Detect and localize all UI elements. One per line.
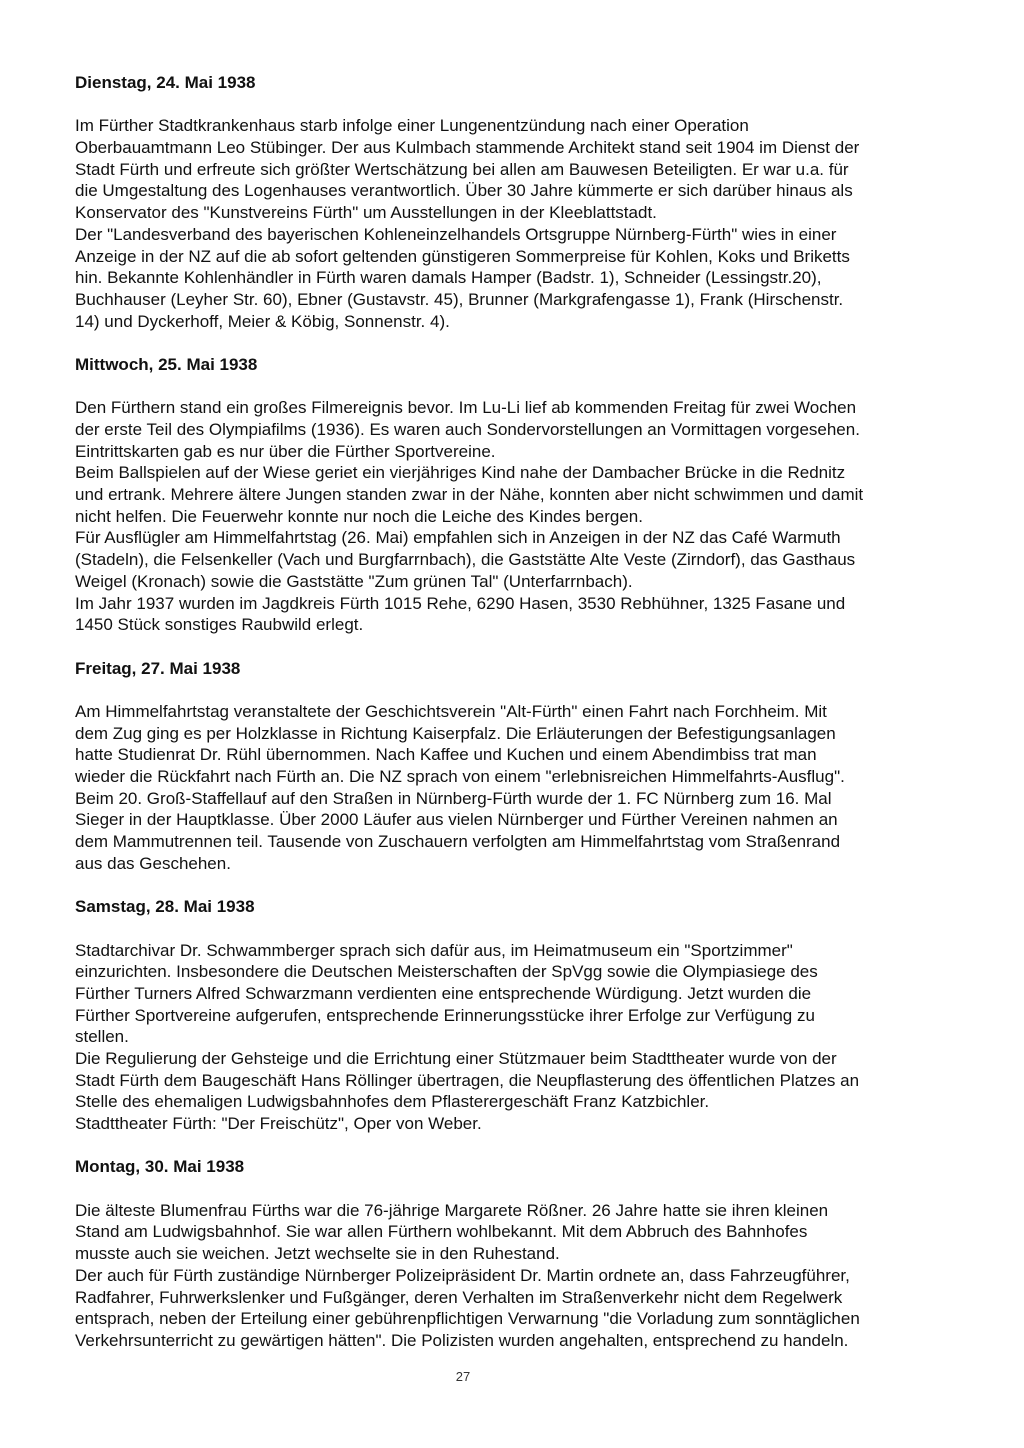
body-text-line: 14) und Dyckerhoff, Meier & Köbig, Sonnenstr. 4). [75, 311, 450, 331]
body-text-line: Anzeige in der NZ auf die ab sofort geltenden günstigeren Sommerpreise für Kohlen, Koks und Briketts [75, 246, 850, 266]
diary-entry [75, 1156, 975, 1351]
body-text-line: Stadtarchivar Dr. Schwammberger sprach sich dafür aus, im Heimatmuseum ein "Sportzimmer" [75, 940, 793, 960]
body-text-line: hatte Studienrat Dr. Rühl übernommen. Nach Kaffee und Kuchen und einem Abendimbiss trat man [75, 745, 817, 765]
body-text-line: Die älteste Blumenfrau Fürths war die 76-jährige Margarete Rößner. 26 Jahre hatte sie ihren kleinen [75, 1200, 829, 1220]
diary-entry [75, 354, 975, 636]
body-text-line: Beim 20. Groß-Staffellauf auf den Straßen in Nürnberg-Fürth wurde der 1. FC Nürnberg zum 16. Mal [75, 788, 832, 808]
body-text-line: die Umgestaltung des Logenhauses verantwortlich. Über 30 Jahre kümmerte er sich darüber hinaus als [75, 181, 853, 201]
body-text-line: und ertrank. Mehrere ältere Jungen standen zwar in der Nähe, konnten aber nicht schwimmen und damit [75, 485, 864, 505]
body-text-line: Am Himmelfahrtstag veranstaltete der Geschichtsverein "Alt-Fürth" einen Fahrt nach Forchheim. Mit [75, 701, 827, 721]
body-text-line: entsprach, neben der Erteilung einer gebührenpflichtigen Verwarnung "die Vorladung zum sonntäglichen [75, 1309, 860, 1329]
body-text-line: stellen. [75, 1027, 129, 1047]
body-text-line: einzurichten. Insbesondere die Deutschen Meisterschaften der SpVgg sowie die Olympiasiege des [75, 962, 818, 982]
body-text-line: (Stadeln), die Felsenkeller (Vach und Burgfarrnbach), die Gaststätte Alte Veste (Zirndorf), das Gasthaus [75, 550, 856, 570]
body-text-line: Den Fürthern stand ein großes Filmereignis bevor. Im Lu-Li lief ab kommenden Freitag für zwei Wochen [75, 398, 857, 418]
body-text-line: Eintrittskarten gab es nur über die Fürther Sportvereine. [75, 441, 496, 461]
body-text-line: dem Zug ging es per Holzklasse in Richtung Kaiserpfalz. Die Erläuterungen der Befestigungsanlagen [75, 723, 836, 743]
body-text-line: Im Fürther Stadtkrankenhaus starb infolge einer Lungenentzündung nach einer Operation [75, 116, 749, 136]
body-text-line: Buchhauser (Leyher Str. 60), Ebner (Gustavstr. 45), Brunner (Markgrafengasse 1), Frank (Hirschenstr. [75, 289, 844, 309]
body-text-line: Stadttheater Fürth: "Der Freischütz", Oper von Weber. [75, 1114, 482, 1133]
body-text-line: dem Mammutrennen teil. Tausende von Zuschauern verfolgten am Himmelfahrtstag vom Straßenrand [75, 832, 841, 852]
entry-date-heading: Mittwoch, 25. Mai 1938 [75, 354, 258, 374]
body-text-line: Stadt Fürth dem Baugeschäft Hans Röllinger übertragen, die Neupflasterung des öffentlichen Platzes an [75, 1070, 860, 1090]
diary-entry [75, 658, 975, 875]
body-text-line: Verkehrsunterricht zu gewärtigen hätten". Die Polizisten wurden angehalten, entsprechend zu handeln. [75, 1330, 849, 1350]
body-text-line: Für Ausflügler am Himmelfahrtstag (26. Mai) empfahlen sich in Anzeigen in der NZ das Café Warmuth [75, 528, 841, 548]
body-text-line: Die Regulierung der Gehsteige und die Errichtung einer Stützmauer beim Stadttheater wurde von der [75, 1048, 837, 1068]
entry-date-heading: Freitag, 27. Mai 1938 [75, 658, 241, 678]
body-text-line: nicht helfen. Die Feuerwehr konnte nur noch die Leiche des Kindes bergen. [75, 506, 643, 526]
body-text-line: der erste Teil des Olympiafilms (1936). Es waren auch Sondervorstellungen an Vormittagen vorgesehen. [75, 420, 860, 439]
body-text-line: musste auch sie weichen. Jetzt wechselte sie in den Ruhestand. [75, 1244, 560, 1264]
body-text-line: 1450 Stück sonstiges Raubwild erlegt. [75, 615, 364, 635]
body-text-line: Fürther Turners Alfred Schwarzmann verdienten eine entsprechende Würdigung. Jetzt wurden die [75, 983, 812, 1003]
body-text-line: Konservator des "Kunstvereins Fürth" um Ausstellungen in der Kleeblattstadt. [75, 203, 657, 223]
body-text-line: aus das Geschehen. [75, 853, 231, 873]
body-text-line: hin. Bekannte Kohlenhändler in Fürth waren damals Hamper (Badstr. 1), Schneider (Lessingstr.20), [75, 268, 822, 288]
body-text-line: Radfahrer, Fuhrwerkslenker und Fußgänger, deren Verhalten im Straßenverkehr nicht dem Regelwerk [75, 1287, 843, 1307]
body-text-line: Im Jahr 1937 wurden im Jagdkreis Fürth 1015 Rehe, 6290 Hasen, 3530 Rebhühner, 1325 Fasane und [75, 593, 846, 613]
body-text-line: Beim Ballspielen auf der Wiese geriet ein vierjähriges Kind nahe der Dambacher Brücke in die Rednitz [75, 463, 846, 483]
entry-date-heading: Dienstag, 24. Mai 1938 [75, 73, 256, 92]
body-text-line: Der auch für Fürth zuständige Nürnberger Polizeipräsident Dr. Martin ordnete an, dass Fahrzeugführer, [75, 1265, 850, 1285]
diary-entry [75, 896, 975, 1135]
entry-date-heading: Montag, 30. Mai 1938 [75, 1157, 245, 1177]
body-text-line: Der "Landesverband des bayerischen Kohleneinzelhandels Ortsgruppe Nürnberg-Fürth" wies in einer [75, 224, 837, 244]
body-text-line: Sieger in der Hauptklasse. Über 2000 Läufer aus vielen Nürnberger und Fürther Vereinen nahmen an [75, 810, 838, 830]
body-text-line: Oberbauamtmann Leo Stübinger. Der aus Kulmbach stammende Architekt stand seit 1904 im Dienst der [75, 138, 860, 158]
body-text-line: Fürther Sportvereine aufgerufen, entsprechende Erinnerungsstücke ihrer Erfolge zur Verfügung zu [75, 1005, 815, 1025]
body-text-line: Stelle des ehemaligen Ludwigsbahnhofes dem Pflasterergeschäft Franz Katzbichler. [75, 1092, 710, 1112]
document-page [75, 72, 975, 1373]
diary-entry [75, 72, 975, 332]
body-text-line: Stadt Fürth und erfreute sich größter Wertschätzung bei allen am Bauwesen Beteiligten. Er war u.a. für [75, 159, 849, 179]
body-text-line: Stand am Ludwigsbahnhof. Sie war allen Fürthern wohlbekannt. Mit dem Abbruch des Bahnhofes [75, 1222, 808, 1242]
body-text-line: Weigel (Kronach) sowie die Gaststätte "Zum grünen Tal" (Unterfarrnbach). [75, 571, 633, 591]
page-number: 27 [455, 1369, 471, 1384]
body-text-line: wieder die Rückfahrt nach Fürth an. Die NZ sprach von einem "erlebnisreichen Himmelfahrts-Ausflug". [75, 767, 845, 786]
entry-date-heading: Samstag, 28. Mai 1938 [75, 897, 255, 917]
